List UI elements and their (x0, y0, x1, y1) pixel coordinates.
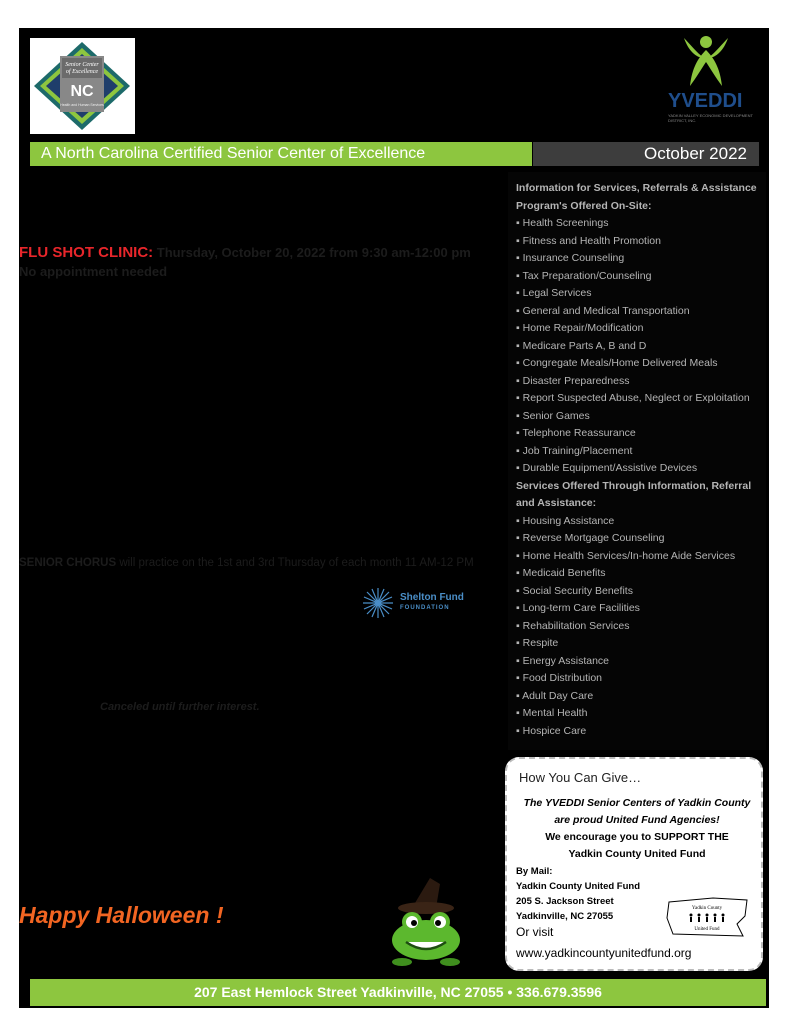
service-label: Medicaid Benefits (522, 567, 606, 579)
service-list-item (516, 705, 761, 723)
service-list-item (516, 653, 761, 671)
chorus-label: SENIOR CHORUS (19, 557, 117, 569)
service-label: Fitness and Health Promotion (522, 234, 661, 247)
chorus-detail: will practice on the 1st and 3rd Thursday of each month 11 AM-12 PM (116, 557, 474, 569)
flu-shot-announcement (19, 243, 509, 281)
service-list-item (516, 618, 761, 636)
bullet-icon: ▪ (516, 549, 523, 562)
bullet-icon: ▪ (516, 339, 523, 352)
bullet-icon: ▪ (516, 724, 523, 737)
service-label: General and Medical Transportation (522, 304, 690, 317)
bullet-icon: ▪ (516, 217, 523, 229)
service-list-item (516, 285, 761, 303)
canceled-notice: Canceled until further interest. (100, 701, 260, 713)
service-label: Report Suspected Abuse, Neglect or Exploitation (522, 392, 750, 404)
united-fund-url-link[interactable]: www.yadkincountyunitedfund.org (516, 946, 692, 960)
shelton-fund-subtitle: FOUNDATION (400, 605, 450, 611)
service-list-item (516, 583, 761, 601)
service-list-item (516, 390, 761, 408)
bullet-icon: ▪ (516, 654, 523, 667)
bullet-icon: ▪ (516, 567, 523, 579)
halloween-greeting: Happy Halloween ! (19, 902, 224, 928)
service-list-item (516, 688, 761, 706)
bullet-icon: ▪ (516, 532, 523, 544)
service-list-item (516, 355, 761, 373)
service-label: Home Health Services/In-home Aide Services (522, 549, 736, 562)
service-label: Food Distribution (522, 672, 603, 684)
or-visit-text: Or visit (516, 925, 554, 939)
service-label: Tax Preparation/Counseling (522, 269, 652, 282)
bullet-icon: ▪ (516, 689, 523, 702)
bullet-icon: ▪ (516, 672, 523, 684)
svg-text:NC: NC (70, 83, 94, 100)
service-list-item (516, 338, 761, 356)
witch-frog-icon (382, 870, 472, 970)
bullet-icon: ▪ (516, 357, 523, 369)
svg-text:of Excellence: of Excellence (65, 69, 99, 75)
service-label: Senior Games (522, 409, 590, 422)
bullet-icon: ▪ (516, 287, 523, 299)
svg-text:Senior Center: Senior Center (65, 62, 99, 68)
service-list-item (516, 548, 761, 566)
service-label: Housing Assistance (522, 514, 615, 527)
service-label: Telephone Reassurance (522, 427, 636, 439)
bullet-icon: ▪ (516, 444, 523, 457)
service-label: Hospice Care (522, 724, 587, 737)
mail-city: Yadkinville, NC 27055 (516, 911, 614, 922)
referral-services-heading: Services Offered Through Information, Referral and Assistance: (516, 479, 752, 509)
service-label: Job Training/Placement (522, 444, 633, 457)
mail-street: 205 S. Jackson Street (516, 896, 614, 907)
service-list-item (516, 723, 761, 741)
mailing-address (516, 864, 640, 924)
bullet-icon: ▪ (516, 514, 523, 527)
service-label: Rehabilitation Services (522, 619, 630, 632)
mail-name: Yadkin County United Fund (516, 881, 641, 892)
service-label: Mental Health (522, 707, 588, 719)
service-label: Health Screenings (522, 217, 609, 229)
bullet-icon: ▪ (516, 602, 523, 614)
give-line-1: The YVEDDI Senior Centers of Yadkin County (523, 797, 751, 809)
service-list-item (516, 250, 761, 268)
service-list-item (516, 635, 761, 653)
bullet-icon: ▪ (516, 707, 523, 719)
yveddi-subtitle: YADKIN VALLEY ECONOMIC DEVELOPMENT DISTRICT, INC. (668, 113, 753, 123)
give-title: How You Can Give… (519, 770, 642, 785)
flu-shot-label: FLU SHOT CLINIC: (19, 244, 154, 261)
service-label: Energy Assistance (522, 654, 610, 667)
bullet-icon: ▪ (516, 619, 523, 632)
service-label: Insurance Counseling (522, 252, 625, 264)
service-list-item (516, 513, 761, 531)
service-list-item (516, 565, 761, 583)
service-label: Durable Equipment/Assistive Devices (522, 462, 698, 474)
service-list-item (516, 425, 761, 443)
give-message (512, 795, 762, 863)
bullet-icon: ▪ (516, 234, 523, 247)
svg-text:Yadkin County: Yadkin County (691, 906, 723, 911)
service-label: Long-term Care Facilities (522, 602, 640, 614)
service-list-item (516, 600, 761, 618)
service-label: Medicare Parts A, B and D (522, 339, 647, 352)
service-list-item (516, 320, 761, 338)
senior-chorus-announcement (19, 557, 509, 569)
service-list-item (516, 443, 761, 461)
service-list-item (516, 408, 761, 426)
onsite-services-heading: Information for Services, Referrals & Assistance Program's Offered On-Site: (516, 182, 757, 212)
give-line-4: Yadkin County United Fund (568, 848, 706, 860)
bullet-icon: ▪ (516, 637, 523, 649)
flu-shot-note: No appointment needed (19, 264, 168, 279)
united-fund-logo (663, 894, 751, 940)
certification-banner: A North Carolina Certified Senior Center of Excellence (30, 142, 532, 166)
senior-center-excellence-logo (30, 38, 135, 134)
bullet-icon: ▪ (516, 409, 523, 422)
address-footer: 207 East Hemlock Street Yadkinville, NC 27055 • 336.679.3596 (30, 979, 766, 1006)
services-list (516, 180, 761, 740)
bullet-icon: ▪ (516, 584, 523, 597)
service-label: Adult Day Care (522, 689, 594, 702)
give-line-2: are proud United Fund Agencies! (554, 814, 720, 826)
yveddi-wordmark: YVEDDI (668, 90, 743, 112)
shelton-fund-name: Shelton Fund (400, 592, 464, 603)
service-list-item (516, 215, 761, 233)
svg-text:Health and Human Services: Health and Human Services (60, 103, 104, 107)
bullet-icon: ▪ (516, 392, 523, 404)
bullet-icon: ▪ (516, 462, 523, 474)
bullet-icon: ▪ (516, 304, 523, 317)
service-list-item (516, 460, 761, 478)
service-list-item (516, 268, 761, 286)
service-label: Legal Services (522, 287, 592, 299)
bullet-icon: ▪ (516, 374, 523, 387)
service-label: Reverse Mortgage Counseling (522, 532, 665, 544)
service-list-item (516, 373, 761, 391)
service-list-item (516, 670, 761, 688)
flu-shot-detail: Thursday, October 20, 2022 from 9:30 am-12:00 pm (153, 245, 471, 260)
bullet-icon: ▪ (516, 269, 523, 282)
service-label: Disaster Preparedness (522, 374, 630, 387)
service-label: Home Repair/Modification (522, 322, 644, 334)
service-label: Respite (522, 637, 559, 649)
service-label: Congregate Meals/Home Delivered Meals (522, 357, 718, 369)
bullet-icon: ▪ (516, 322, 523, 334)
month-banner: October 2022 (533, 142, 759, 166)
svg-text:United Fund: United Fund (694, 927, 720, 932)
bullet-icon: ▪ (516, 427, 523, 439)
bullet-icon: ▪ (516, 252, 523, 264)
mail-label: By Mail: (516, 866, 553, 877)
service-list-item (516, 233, 761, 251)
give-line-3: We encourage you to SUPPORT THE (545, 831, 729, 843)
service-list-item (516, 303, 761, 321)
service-label: Social Security Benefits (522, 584, 633, 597)
service-list-item (516, 530, 761, 548)
